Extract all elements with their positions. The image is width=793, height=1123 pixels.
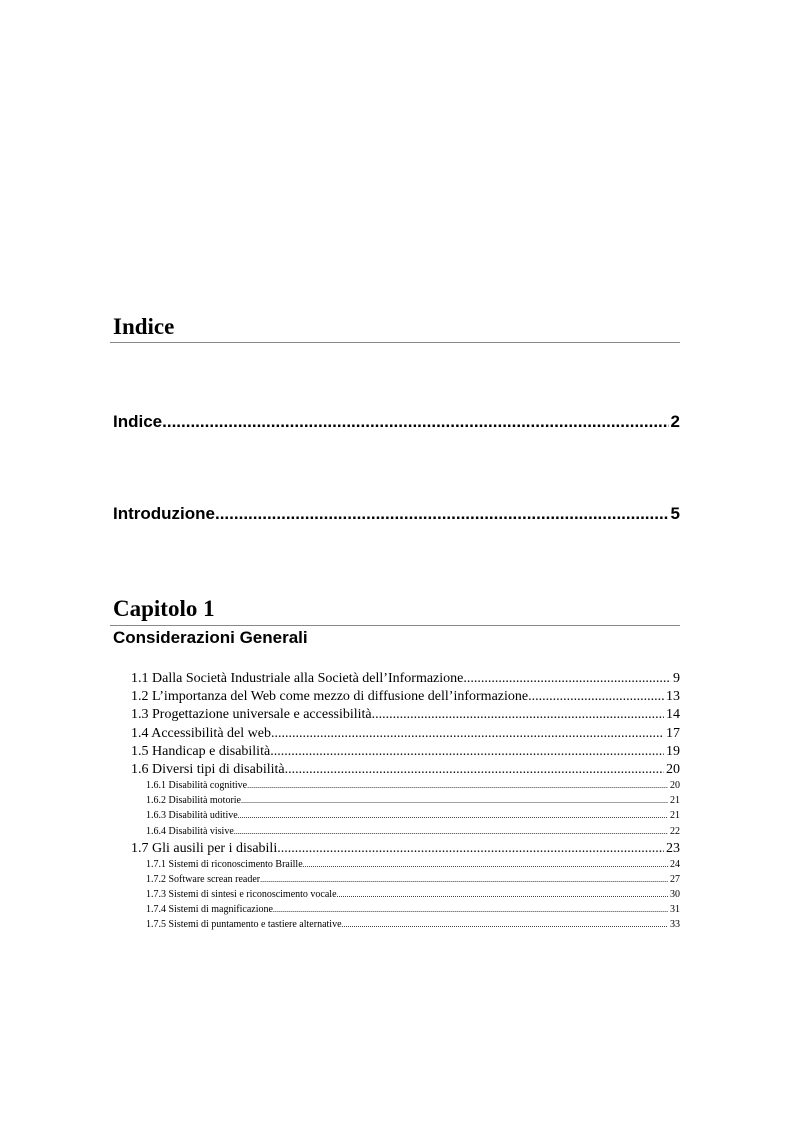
toc-entry-label: Indice (113, 412, 163, 431)
dot-leader (215, 504, 669, 524)
toc-entry-label: Introduzione (113, 504, 215, 523)
toc-entry-page: 31 (670, 904, 680, 916)
dot-leader (463, 670, 671, 687)
toc-entry-page: 2 (670, 412, 680, 431)
chapter-rule (110, 625, 680, 626)
toc-section-entry[interactable] (131, 670, 680, 687)
toc-entry-label: 1.6.3 Disabilità uditive (146, 810, 238, 822)
page-title: Indice (113, 314, 175, 339)
dot-leader (241, 794, 668, 807)
dot-leader (238, 809, 668, 822)
toc-section-entry[interactable] (131, 761, 680, 778)
dot-leader (342, 918, 668, 931)
dot-leader (260, 873, 668, 886)
toc-entry-page: 19 (666, 743, 680, 759)
toc-entry-page: 5 (670, 504, 680, 523)
chapter-heading: Capitolo 1 (113, 596, 215, 621)
toc-section-entry[interactable] (131, 725, 680, 742)
toc-subsection-entry[interactable] (146, 903, 680, 916)
toc-entry-label: 1.7 Gli ausili per i disabili (131, 840, 278, 856)
toc-section-entry[interactable] (131, 688, 680, 705)
toc-entry-label: 1.7.1 Sistemi di riconoscimento Braille (146, 858, 303, 870)
toc-entry-label: 1.1 Dalla Società Industriale alla Società dell’Informazione (131, 671, 464, 686)
toc-entry-page: 33 (670, 919, 680, 931)
dot-leader (528, 688, 664, 705)
chapter-title: Considerazioni Generali (113, 628, 308, 647)
toc-subsection-entry[interactable] (146, 809, 680, 822)
dot-leader (162, 412, 668, 432)
title-rule (110, 342, 680, 343)
toc-entry-label: 1.4 Accessibilità del web (131, 725, 271, 741)
toc-entry-page: 9 (673, 671, 680, 686)
toc-entry-page: 13 (666, 689, 680, 705)
dot-leader (271, 725, 664, 742)
toc-entry-page: 30 (670, 889, 680, 900)
dot-leader (303, 858, 668, 871)
toc-entry-page: 21 (670, 795, 680, 807)
toc-subsection-entry[interactable] (146, 794, 680, 807)
toc-subsection-entry[interactable] (146, 825, 680, 838)
toc-entry-page: 17 (666, 725, 680, 741)
dot-leader (273, 903, 668, 916)
toc-subsection-entry[interactable] (146, 873, 680, 886)
toc-subsection-entry[interactable] (146, 918, 680, 931)
dot-leader (337, 888, 668, 901)
dot-leader (285, 761, 664, 778)
toc-section-entry[interactable] (131, 743, 680, 760)
toc-entry-label: 1.3 Progettazione universale e accessibilità (131, 707, 372, 723)
toc-entry-label: 1.7.2 Software screan reader (146, 873, 261, 885)
toc-entry-introduzione[interactable] (113, 504, 680, 524)
toc-entry-label: 1.7.3 Sistemi di sintesi e riconoscimento vocale (146, 889, 337, 900)
toc-entry-label: 1.5 Handicap e disabilità (131, 743, 271, 759)
toc-section-entry[interactable] (131, 706, 680, 723)
dot-leader (277, 840, 664, 857)
toc-entry-page: 22 (670, 825, 680, 837)
dot-leader (270, 743, 664, 760)
dot-leader (372, 706, 664, 723)
toc-entry-page: 23 (666, 840, 680, 856)
toc-entry-page: 21 (670, 810, 680, 822)
toc-entry-label: 1.7.4 Sistemi di magnificazione (146, 904, 273, 916)
toc-subsection-entry[interactable] (146, 888, 680, 901)
toc-entry-page: 14 (666, 707, 680, 723)
toc-entry-page: 20 (666, 762, 680, 777)
toc-entry-label: 1.6 Diversi tipi di disabilità (131, 762, 285, 777)
toc-subsection-entry[interactable] (146, 779, 680, 792)
toc-entry-page: 20 (670, 780, 680, 792)
toc-entry-label: 1.6.2 Disabilità motorie (146, 795, 241, 807)
toc-subsection-entry[interactable] (146, 858, 680, 871)
dot-leader (247, 779, 668, 792)
toc-entry-label: 1.7.5 Sistemi di puntamento e tastiere alternative (146, 919, 342, 931)
toc-entry-label: 1.6.4 Disabilità visive (146, 825, 234, 837)
toc-entry-label: 1.2 L’importanza del Web come mezzo di diffusione dell’informazione (131, 689, 529, 705)
toc-entry-page: 27 (670, 873, 680, 885)
dot-leader (234, 825, 668, 838)
toc-section-entry[interactable] (131, 840, 680, 857)
toc-entry-label: 1.6.1 Disabilità cognitive (146, 780, 248, 792)
toc-entry-indice[interactable] (113, 412, 680, 432)
toc-entry-page: 24 (670, 858, 680, 870)
